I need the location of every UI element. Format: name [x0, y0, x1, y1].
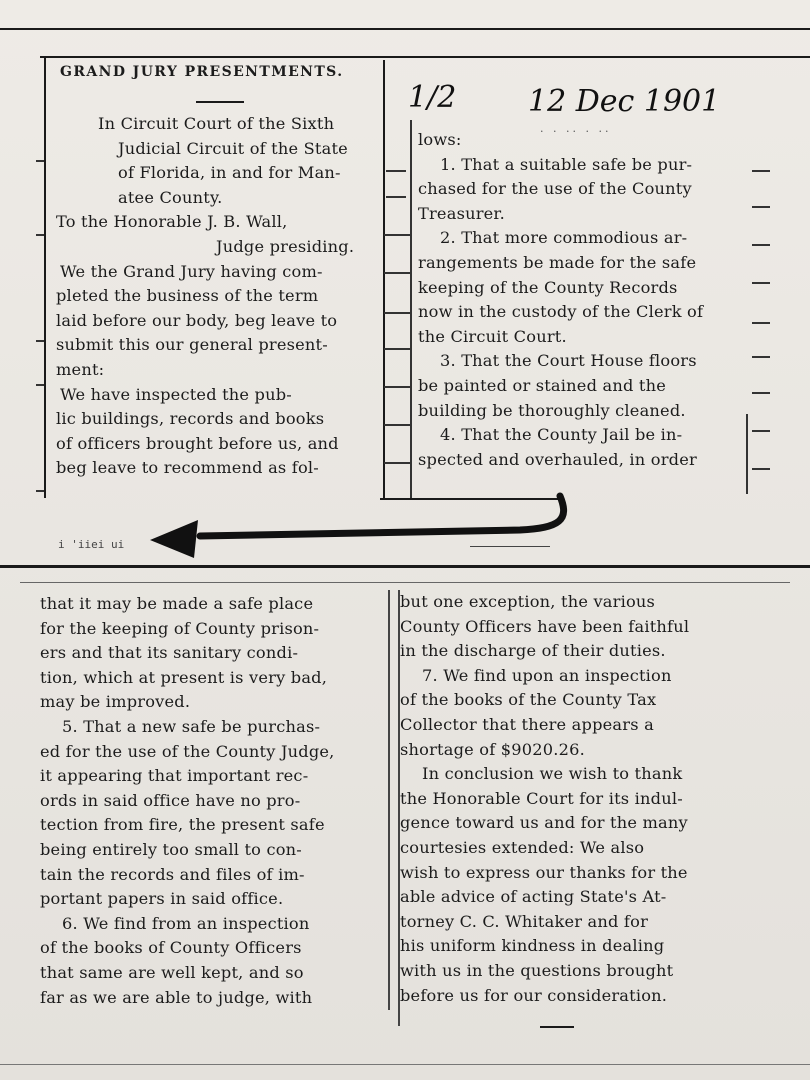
- text-line: it appearing that important rec-: [40, 766, 309, 786]
- text-line: of the books of County Officers: [40, 938, 302, 958]
- text-line: now in the custody of the Clerk of: [418, 302, 704, 322]
- text-line: 1. That a suitable safe be pur-: [440, 154, 693, 174]
- text-line: of officers brought before us, and: [56, 433, 339, 453]
- text-line: for the keeping of County prison-: [40, 618, 320, 638]
- text-line: far as we are able to judge, with: [40, 987, 313, 1007]
- text-line: tection from fire, the present safe: [40, 815, 325, 835]
- text-line: able advice of acting State's At-: [400, 887, 667, 907]
- text-line: beg leave to recommend as fol-: [56, 458, 319, 478]
- text-line: may be improved.: [40, 692, 191, 712]
- bottom-column-divider: [388, 590, 390, 1010]
- text-line: keeping of the County Records: [418, 277, 678, 297]
- text-line: spected and overhauled, in order: [418, 449, 697, 469]
- text-line: We the Grand Jury having com-: [60, 261, 323, 281]
- text-line: before us for our consideration.: [400, 985, 668, 1005]
- text-line: Judge presiding.: [216, 236, 355, 256]
- text-line: being entirely too small to con-: [40, 839, 302, 859]
- text-line: We have inspected the pub-: [60, 384, 292, 404]
- bottom-border-line: [0, 1064, 810, 1065]
- text-line: rangements be made for the safe: [418, 252, 697, 272]
- text-line: of Florida, in and for Man-: [118, 163, 341, 183]
- text-line: submit this our general present-: [56, 335, 328, 355]
- text-line: County Officers have been faithful: [400, 616, 690, 636]
- article-column-bottom-right: [400, 590, 689, 1008]
- text-line: 5. That a new safe be purchas-: [62, 716, 321, 736]
- text-line: building be thoroughly cleaned.: [418, 400, 686, 420]
- text-line: ords in said office have no pro-: [40, 790, 301, 810]
- text-line: torney C. C. Whitaker and for: [400, 911, 649, 931]
- dotted-separator: [20, 582, 790, 583]
- text-line: laid before our body, beg leave to: [56, 310, 338, 330]
- text-line: but one exception, the various: [400, 592, 656, 611]
- text-line: 3. That the Court House floors: [440, 351, 697, 371]
- text-line: wish to express our thanks for the: [400, 862, 688, 882]
- text-line: In conclusion we wish to thank: [422, 764, 683, 784]
- text-line: pleted the business of the term: [56, 286, 319, 306]
- text-line: the Honorable Court for its indul-: [400, 788, 683, 808]
- text-line: lic buildings, records and books: [56, 409, 325, 429]
- text-line: 6. We find from an inspection: [62, 913, 310, 933]
- text-line: his uniform kindness in dealing: [400, 936, 665, 956]
- text-line: with us in the questions brought: [400, 960, 674, 980]
- article-column-bottom-left: [40, 592, 335, 1010]
- text-line: Collector that there appears a: [400, 714, 654, 734]
- text-line: ment:: [56, 359, 105, 379]
- text-line: chased for the use of the County: [418, 179, 692, 199]
- text-line: 7. We find upon an inspection: [422, 665, 672, 685]
- text-line: lows:: [418, 130, 462, 149]
- text-line: shortage of $9020.26.: [400, 739, 585, 759]
- smudge-marks: . . .. . ..: [540, 122, 612, 135]
- text-line: that it may be made a safe place: [40, 594, 314, 613]
- end-rule: [540, 1026, 574, 1028]
- handwritten-date: 12 Dec 1901: [528, 84, 721, 119]
- text-line: tion, which at present is very bad,: [40, 667, 328, 687]
- text-line: portant papers in said office.: [40, 889, 284, 909]
- text-line: in the discharge of their duties.: [400, 641, 666, 661]
- text-line: of the books of the County Tax: [400, 690, 657, 710]
- text-line: 4. That the County Jail be in-: [440, 425, 683, 445]
- dash-line: [470, 546, 550, 547]
- text-line: ers and that its sanitary condi-: [40, 643, 299, 663]
- text-line: To the Honorable J. B. Wall,: [56, 212, 288, 232]
- text-line: ed for the use of the County Judge,: [40, 741, 335, 761]
- text-line: Treasurer.: [418, 203, 505, 223]
- scan-mark: i 'iiei ui: [58, 538, 125, 551]
- text-line: the Circuit Court.: [418, 326, 567, 346]
- clipping-separator: [0, 565, 810, 568]
- text-line: 2. That more commodious ar-: [440, 228, 688, 248]
- text-line: be painted or stained and the: [418, 375, 666, 395]
- text-line: gence toward us and for the many: [400, 813, 688, 833]
- text-line: atee County.: [118, 187, 223, 207]
- handwritten-fraction: 1/2: [408, 80, 457, 115]
- text-line: In Circuit Court of the Sixth: [98, 114, 335, 133]
- text-line: tain the records and files of im-: [40, 864, 305, 884]
- article-heading: GRAND JURY PRESENTMENTS.: [60, 64, 344, 80]
- text-line: Judicial Circuit of the State: [118, 138, 348, 158]
- text-line: that same are well kept, and so: [40, 962, 304, 982]
- text-line: courtesies extended: We also: [400, 837, 645, 857]
